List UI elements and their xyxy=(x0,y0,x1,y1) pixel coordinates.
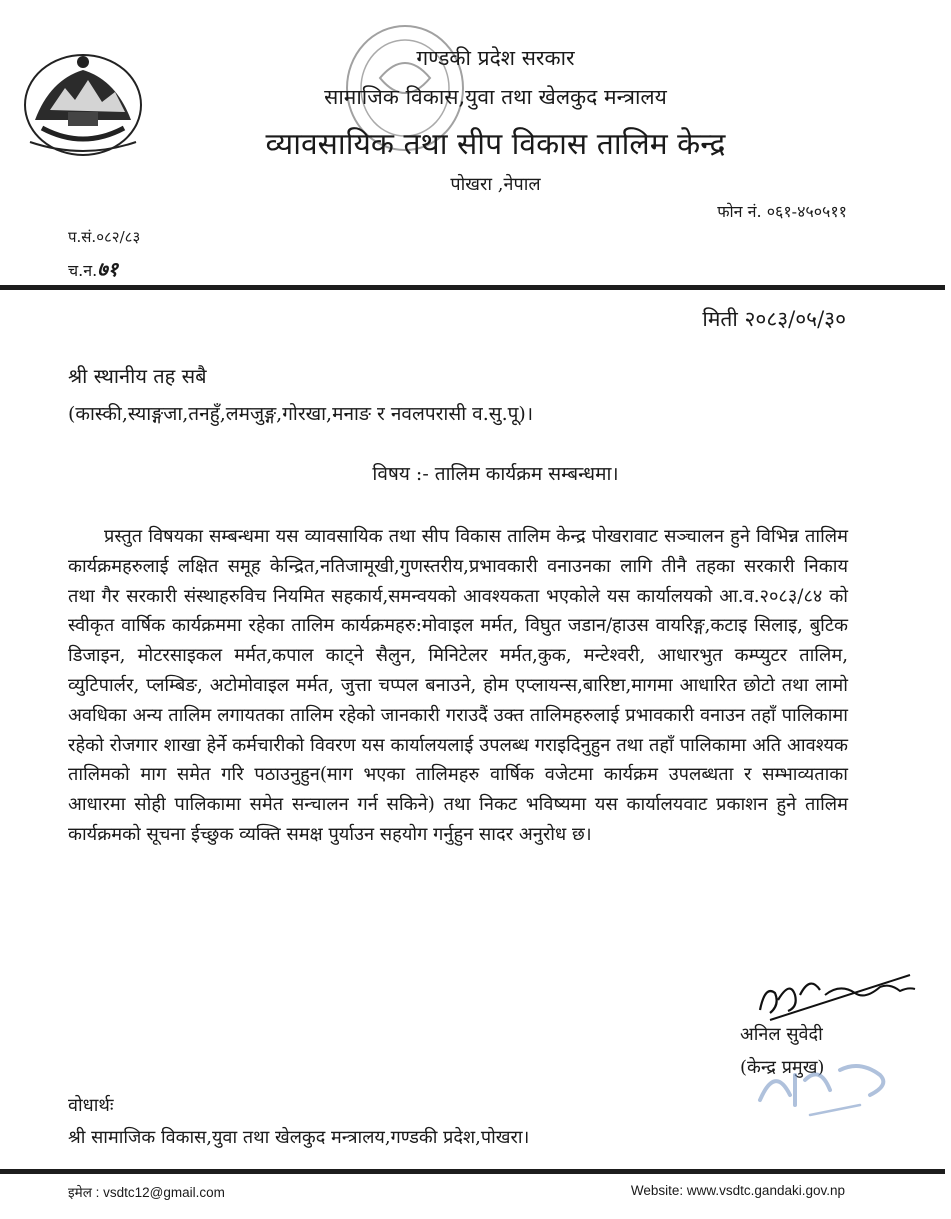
signature-icon xyxy=(740,965,920,1027)
footer-email: इमेल : vsdtc12@gmail.com xyxy=(68,1185,225,1200)
office-name: व्यावसायिक तथा सीप विकास तालिम केन्द्र xyxy=(265,127,726,162)
dispatch-value: ७१ xyxy=(97,257,119,281)
phone-number: फोन नं. ०६१-४५०५११ xyxy=(717,202,847,221)
footer-divider xyxy=(0,1169,945,1174)
footer-website: Website: www.vsdtc.gandaki.gov.np xyxy=(630,1183,845,1198)
addressee-districts: (कास्की,स्याङ्गजा,तनहुँ,लमजुङ्ग,गोरखा,मनाङ र नवलपरासी व.सु.पू)। xyxy=(68,403,534,425)
reference-number: प.सं.०८२/८३ xyxy=(68,228,141,246)
office-location: पोखरा ,नेपाल xyxy=(450,174,541,195)
addressee-line: श्री स्थानीय तह सबै xyxy=(68,364,207,388)
ministry-name: सामाजिक विकास,युवा तथा खेलकुद मन्त्रालय xyxy=(324,85,667,109)
letter-subject: विषय :- तालिम कार्यक्रम सम्बन्धमा। xyxy=(372,463,619,485)
signer-name: अनिल सुवेदी xyxy=(740,1024,823,1045)
letter-date: मिती २०८३/०५/३० xyxy=(702,307,846,331)
dispatch-number xyxy=(68,255,118,282)
dispatch-label: च.न. xyxy=(68,261,98,280)
cc-label: वोधार्थः xyxy=(68,1095,114,1116)
cc-recipient: श्री सामाजिक विकास,युवा तथा खेलकुद मन्त्रालय,गण्डकी प्रदेश,पोखरा। xyxy=(68,1127,530,1148)
government-name: गण्डकी प्रदेश सरकार xyxy=(416,46,575,70)
official-stamp-icon xyxy=(750,1045,900,1125)
header-divider xyxy=(0,285,945,290)
letter-body: प्रस्तुत विषयका सम्बन्धमा यस व्यावसायिक तथा सीप विकास तालिम केन्द्र पोखरावाट सञ्चालन हुने विभिन्न तालिम कार्यक्रमहरुलाई लक्षित समूह केन्द्रित,नतिजामूखी,गुणस्तरीय,प्रभावकारी वनाउनका लागि तीनै तहका सरकारी निकाय तथा गैर सरकारी संस्थाहरुविच नियमित सहकार्य,समन्वयको आवश्यकता भएकोले यस कार्यालयको आ.व.२०८३/८४ को स्वीकृत वार्षिक कार्यक्रममा रहेका तालिम कार्यक्रमहरु:मोवाइल मर्मत, विघुत जडान/हाउस वायरिङ्ग,कटाइ सिलाइ, बुटिक डिजाइन, मोटरसाइकल मर्मत,कपाल काट्ने सैलुन, मिनिटेलर मर्मत,कुक, मन्टेश्वरी, आधारभुत कम्प्युटर तालिम, व्युटिपार्लर, प्लम्बिङ, अटोमोवाइल मर्मत, जुत्ता चप्पल बनाउने, होम एप्लायन्स,बारिष्टा,मागमा आधारित छोटो तथा लामो अवधिका अन्य तालिम लगायतका तालिम रहेको जानकारी गराउदैं उक्त तालिमहरुलाई प्रभावकारी वनाउन तहाँ पालिकामा रहेको रोजगार शाखा हेर्ने कर्मचारीको विवरण यस कार्यालयलाई उपलब्ध गराइदिनुहुन तथा तहाँ पालिकामा अति आवश्यक तालिमको माग समेत गरि पठाउनुहुन(माग भएका तालिमहरु वार्षिक वजेटमा कार्यक्रम उपलब्धता र सम्भाव्यताका आधारमा सोही पालिकामा समेत सन्चालन गर्न सकिने) तथा निकट भविष्यमा यस कार्यालयवाट प्रकाशन हुने तालिम कार्यक्रमको सूचना ईच्छुक व्यक्ति समक्ष पुर्याउन सहयोग गर्नुहुन सादर अनुरोध छ। xyxy=(68,526,848,845)
signer-title: (केन्द्र प्रमुख) xyxy=(740,1057,825,1078)
